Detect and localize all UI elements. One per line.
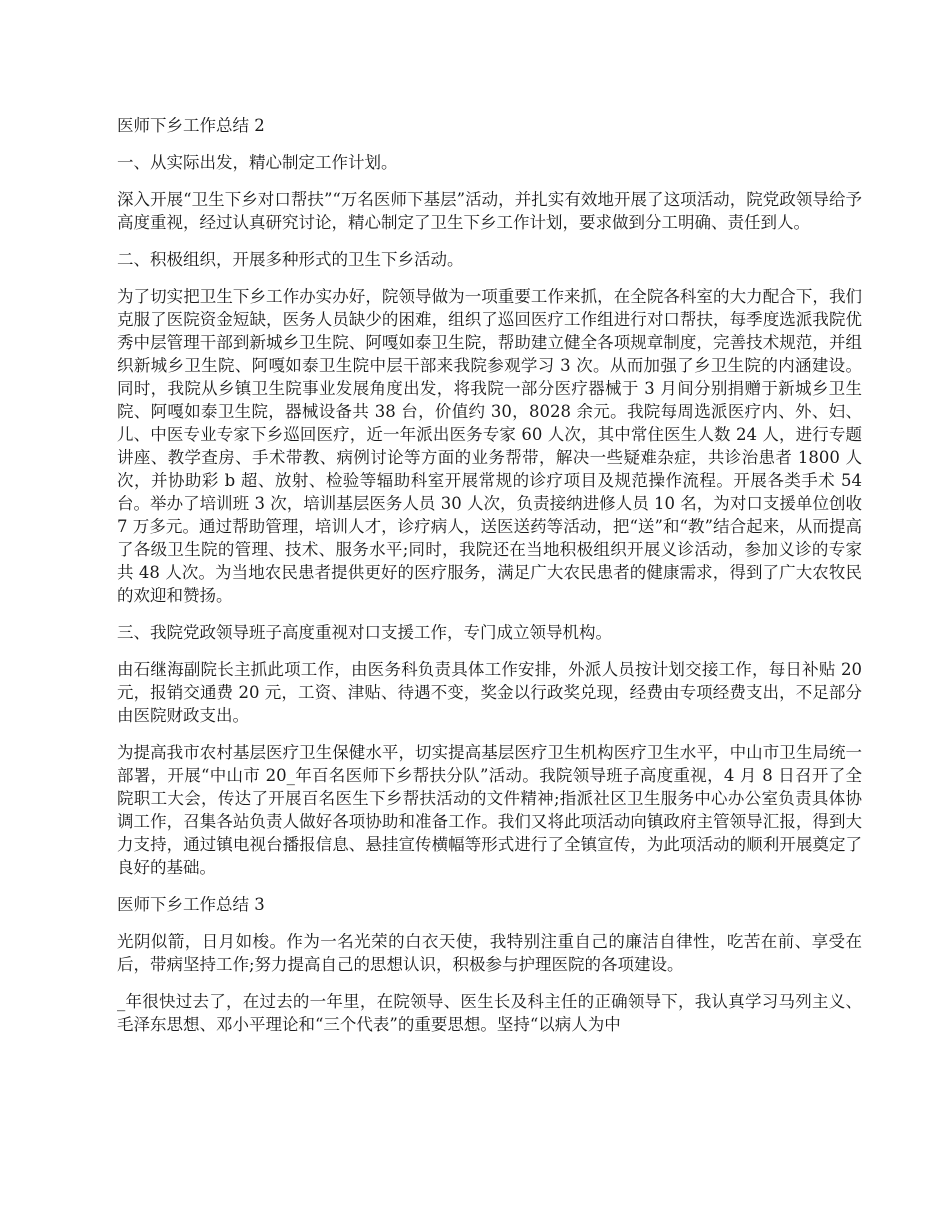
- body-paragraph: 为了切实把卫生下乡工作办实办好，院领导做为一项重要工作来抓，在全院各科室的大力配合下，我们克服了医院资金短缺，医务人员缺少的困难，组织了巡回医疗工作组进行对口帮扶，每季度选派我院优秀中层管理干部到新城乡卫生院、阿嘎如泰卫生院，帮助建立健全各项规章制度，完善技术规范，并组织新城乡卫生院、阿嘎如泰卫生院中层干部来我院参观学习 3 次。从而加强了乡卫生院的内涵建设。同时，我院从乡镇卫生院事业发展角度出发，将我院一部分医疗器械于 3 月间分别捐赠于新城乡卫生院、阿嘎如泰卫生院，器械设备共 38 台，价值约 30，8028 余元。我院每周选派医疗内、外、妇、儿、中医专业专家下乡巡回医疗，近一年派出医务专家 60 人次，其中常住医生人数 24 人，进行专题讲座、教学查房、手术带教、病例讨论等方面的业务帮带，解决一些疑难杂症，共诊治患者 1800 人次，并协助彩 b 超、放射、检验等辐助科室开展常规的诊疗项目及规范操作流程。开展各类手术 54 台。举办了培训班 3 次，培训基层医务人员 30 人次，负责接纳进修人员 10 名，为对口支援单位创收 7 万多元。通过帮助管理，培训人才，诊疗病人，送医送药等活动，把“送”和“教”结合起来，从而提高了各级卫生院的管理、技术、服务水平;同时，我院还在当地积极组织开展义诊活动，参加义诊的专家共 48 人次。为当地农民患者提供更好的医疗服务，满足广大农民患者的健康需求，得到了广大农牧民的欢迎和赞扬。: [117, 287, 862, 605]
- section-heading: 医师下乡工作总结 2: [117, 116, 265, 135]
- body-paragraph: 为提高我市农村基层医疗卫生保健水平，切实提高基层医疗卫生机构医疗卫生水平，中山市卫生局统一部署，开展“中山市 20_年百名医师下乡帮扶分队”活动。我院领导班子高度重视，4 月 8 日召开了全院职工大会，传达了开展百名医生下乡帮扶活动的文件精神;指派社区卫生服务中心办公室负责具体协调工作，召集各站负责人做好各项协助和准备工作。我们又将此项活动向镇政府主管领导汇报，得到大力支持，通过镇电视台播报信息、悬挂宣传横幅等形式进行了全镇宣传，为此项活动的顺利开展奠定了良好的基础。: [117, 743, 862, 877]
- body-paragraph: _年很快过去了，在过去的一年里，在院领导、医生长及科主任的正确领导下，我认真学习马列主义、毛泽东思想、邓小平理论和“三个代表”的重要思想。坚持“以病人为中: [117, 992, 862, 1034]
- subsection-heading: 二、积极组织，开展多种形式的卫生下乡活动。: [117, 250, 464, 269]
- subsection-heading: 三、我院党政领导班子高度重视对口支援工作，专门成立领导机构。: [117, 623, 612, 642]
- body-paragraph: 光阴似箭，日月如梭。作为一名光荣的白衣天使，我特别注重自己的廉洁自律性，吃苦在前、享受在后，带病坚持工作;努力提高自己的思想认识，积极参与护理医院的各项建设。: [117, 932, 862, 974]
- body-paragraph: 深入开展“卫生下乡对口帮扶”“万名医师下基层”活动，并扎实有效地开展了这项活动，院党政领导给予高度重视，经过认真研究讨论，精心制定了卫生下乡工作计划，要求做到分工明确、责任到人。: [117, 190, 862, 232]
- body-paragraph: 由石继海副院长主抓此项工作，由医务科负责具体工作安排，外派人员按计划交接工作，每日补贴 20 元，报销交通费 20 元，工资、津贴、待遇不变，奖金以行政奖兑现，经费由专项经费支出，不足部分由医院财政支出。: [117, 660, 862, 725]
- subsection-heading: 一、从实际出发，精心制定工作计划。: [117, 153, 398, 172]
- document-body: [117, 114, 862, 1050]
- section-heading: 医师下乡工作总结 3: [117, 895, 265, 914]
